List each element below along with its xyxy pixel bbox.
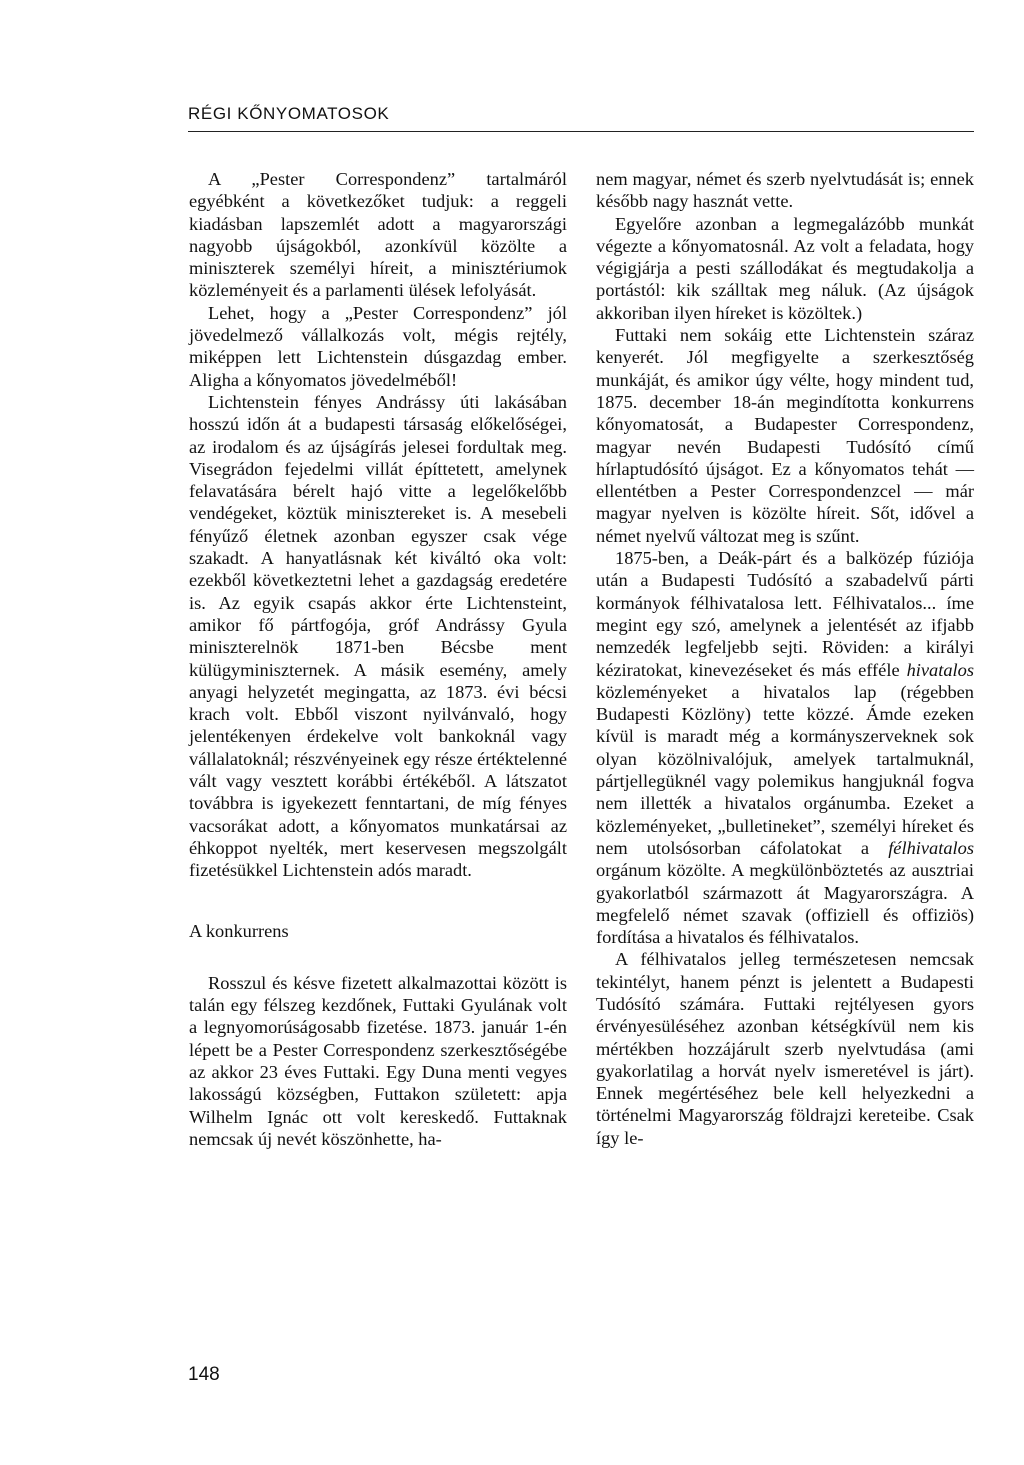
text-run: 1875-ben, a Deák-párt és a balközép fúziója után a Budapesti Tudósító a szabadelvű párti kormányok félhivatalosa lett. Félhivatalos... íme megint egy szó, amelynek a jelentését az ifjabb nemzedék legfeljebb sejti. Röviden: a királyi kéziratokat, kinevezéseket és más efféle: [596, 548, 974, 680]
paragraph: Rosszul és késve fizetett alkalmazottai között is talán egy félszeg kezdőnek, Futtaki Gyulának volt a legnyomorúságosabb fizetése. 1873. január 1-én lépett be a Pester Correspondenz szerkesztőségébe az akkor 23 éves Futtaki. Egy Duna menti vegyes lakosságú községben, Futtakon született: apja Wilhelm Ignác ott volt kereskedő. Futtaknak nemcsak új nevét köszönhette, ha-: [189, 972, 567, 1149]
text-run: orgánum közölte. A megkülönböztetés az ausztriai gyakorlatból származott át Magyarországra. A megfelelő német szavak (offiziell és offiziös) fordítása a hivatalos és félhivatalos.: [596, 860, 974, 948]
paragraph: Lehet, hogy a „Pester Correspondenz” jól jövedelmező vállalkozás volt, mégis rejtély, miképpen lett Lichtenstein dúsgazdag ember. Aligha a kőnyomatos jövedelméből!: [189, 302, 567, 390]
paragraph-with-italics: [596, 547, 974, 948]
section-heading: A konkurrens: [189, 920, 289, 941]
italic-term: félhivatalos: [888, 837, 974, 858]
text-run: közleményeket a hivatalos lap (régebben Budapesti Közlöny) tette közzé. Ámde ezeken kívül is maradt még a kormányszerveknek sok olyan közölnivalójuk, amelyek tartalmuknál, pártjellegüknél vagy polemikus hangjuknál fogva nem illették a hivatalos orgánumba. Ezeket a közleményeket, „bulletineket”, személyi híreket és nem utolsósorban cáfolatokat a: [596, 681, 974, 858]
paragraph-continued: nem magyar, német és szerb nyelvtudását is; ennek később nagy hasznát vette.: [596, 169, 974, 212]
running-header: RÉGI KŐNYOMATOSOK: [188, 104, 390, 123]
header-rule: [188, 131, 974, 132]
italic-term: hivatalos: [906, 659, 974, 680]
paragraph: A félhivatalos jelleg természetesen nemcsak tekintélyt, hanem pénzt is jelentett a Budapesti Tudósító számára. Futtaki rejtélyesen gyors érvényesüléséhez azonban kétségkívül nem kis mértékben hozzájárult szerb nyelvtudása (ami gyakorlatilag a horvát nyelv ismeretével is járt). Ennek megértéséhez bele kell helyezkedni a történelmi Magyarország földrajzi kereteibe. Csak így le-: [596, 949, 974, 1148]
paragraph: Egyelőre azonban a legmegalázóbb munkát végezte a kőnyomatosnál. Az volt a feladata, hogy végigjárja a pesti szállodákat és megtudakolja a portástól: kik szálltak meg náluk. (Az újságok akkoriban ilyen híreket is közöltek.): [596, 213, 974, 323]
left-column: [189, 168, 567, 1150]
page-number: 148: [188, 1364, 220, 1385]
right-column: [596, 168, 974, 1149]
paragraph: A „Pester Correspondenz” tartalmáról egyébként a következőket tudjuk: a reggeli kiadásban lapszemlét adott a magyarországi nagyobb újságokból, azonkívül közölte a miniszterek személyi híreit, a minisztériumok közleményeit és a parlamenti ülések lefolyását.: [189, 169, 567, 301]
paragraph: Lichtenstein fényes Andrássy úti lakásában hosszú időn át a budapesti társaság előkelőségei, az irodalom és az újságírás jelesei fordultak meg. Visegrádon fejedelmi villát építtetett, amelynek felavatására bérelt hajó vitte a legelőkelőbb vendégeket, köztük minisztereket is. A mesebeli fényűző életnek azonban egyszer csak vége szakadt. A hanyatlásnak két kiváltó oka volt: ezekből következtetni lehet a gazdagság eredetére is. Az egyik csapás akkor érte Lichtensteint, amikor fő pártfogója, gróf Andrássy Gyula miniszterelnök 1871-ben Bécsbe ment külügyminiszternek. A másik esemény, amely anyagi helyzetét megingatta, az 1873. évi bécsi krach volt. Ebből viszont nyilvánvaló, hogy jelentékenyen érdekelve volt bankoknál vagy vállalatoknál; részvényeinek egy része értéktelenné vált vagy vesztett korábbi értékéből. A látszatot továbbra is igyekezett fenntartani, de míg fényes vacsorákat adott, a kőnyomatos munkatársai az éhkoppot nyelték, mert keservesen megszolgált fizetésükkel Lichtenstein adós maradt.: [189, 391, 567, 881]
paragraph: Futtaki nem sokáig ette Lichtenstein száraz kenyerét. Jól megfigyelte a szerkesztőség munkáját, és amikor úgy vélte, hogy mindent tud, 1875. december 18-án megindította konkurrens kőnyomatosát, a Budapester Correspondenz, magyar nevén Budapesti Tudósító című hírlaptudósító újságot. Ez a kőnyomatos tehát — ellentétben a Pester Correspondenzcel — már magyar nyelven is közölte híreit. Sőt, idővel a német nyelvű változat meg is szűnt.: [596, 325, 974, 546]
